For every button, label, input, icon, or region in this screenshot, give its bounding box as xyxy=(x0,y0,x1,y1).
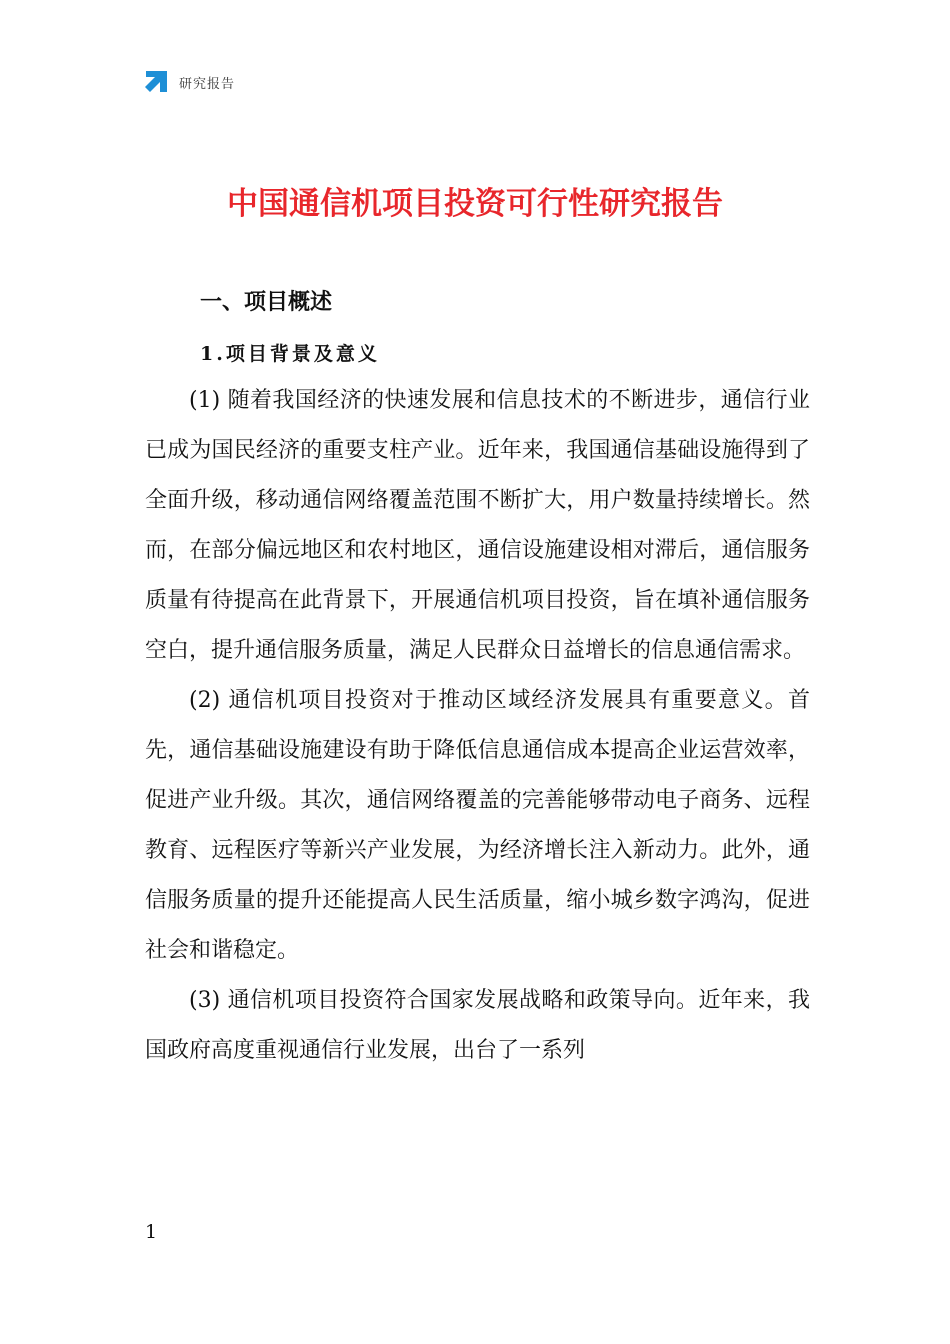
page-number: 1 xyxy=(145,1221,158,1243)
arrow-logo-icon xyxy=(143,69,169,95)
section-heading: 一、项目概述 xyxy=(200,290,333,315)
paragraph: (1) 随着我国经济的快速发展和信息技术的不断进步，通信行业已成为国民经济的重要支柱产业。近年来，我国通信基础设施得到了全面升级，移动通信网络覆盖范围不断扩大，用户数量持续增长。然而，在部分偏远地区和农村地区，通信设施建设相对滞后，通信服务质量有待提高在此背景下，开展通信机项目投资，旨在填补通信服务空白，提升通信服务质量，满足人民群众日益增长的信息通信需求。 xyxy=(145,388,810,663)
document-title: 中国通信机项目投资可行性研究报告 xyxy=(227,186,723,222)
body-text xyxy=(145,376,810,1076)
subsection-heading: 1.项目背景及意义 xyxy=(200,343,380,365)
page-header xyxy=(143,68,235,96)
paragraph: (2) 通信机项目投资对于推动区域经济发展具有重要意义。首先，通信基础设施建设有助于降低信息通信成本提高企业运营效率，促进产业升级。其次，通信网络覆盖的完善能够带动电子商务、远程教育、远程医疗等新兴产业发展，为经济增长注入新动力。此外，通信服务质量的提升还能提高人民生活质量，缩小城乡数字鸿沟，促进社会和谐稳定。 xyxy=(145,688,810,963)
paragraph: (3) 通信机项目投资符合国家发展战略和政策导向。近年来，我国政府高度重视通信行业发展，出台了一系列 xyxy=(145,988,810,1063)
header-label: 研究报告 xyxy=(179,76,236,92)
